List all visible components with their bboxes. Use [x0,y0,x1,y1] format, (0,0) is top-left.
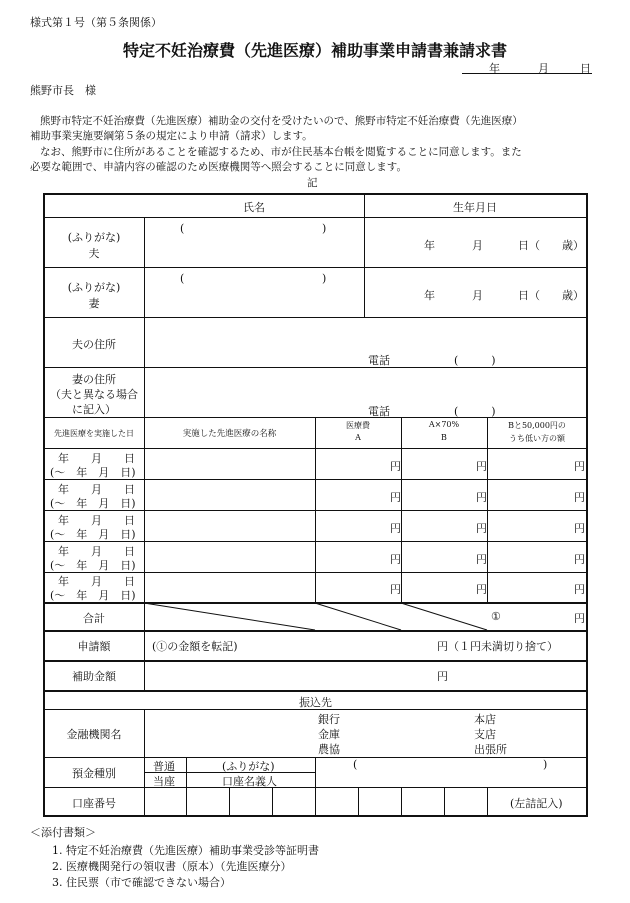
account-type-touza: 当座 [153,775,175,788]
transfer-header: 振込先 [299,696,332,709]
cost-b-yen: 円 [476,522,487,535]
holder-furigana-label: (ふりがな) [222,760,275,773]
apply-amount-label: 申請額 [77,640,111,653]
wife-birth-day-age: 日（ 歳） [518,289,584,302]
attachments-header: ＜添付書類＞ [30,826,96,839]
bank-label: 金融機関名 [66,728,122,741]
apply-amount-round: 円（１円未満切り捨て） [437,640,558,653]
wife-phone-label: 電話 [368,405,390,418]
subsidy-amount-yen: 円 [437,670,448,683]
col-birth-header: 生年月日 [453,201,497,214]
treat-date-from: 年 月 日 [58,514,135,527]
cost-a-header-1: 医療費 [346,421,370,430]
cost-c-yen: 円 [574,491,585,504]
holder-paren-open: ( [353,758,358,771]
treat-date-header: 先進医療を実施した日 [54,429,134,438]
cost-b-header-1: A×70% [428,420,460,429]
husband-phone-paren: ( ) [454,354,496,367]
total-circle-one: ① [491,610,501,623]
attachment-item: 2. 医療機関発行の領収書（原本）（先進医療分） [52,860,292,873]
wife-label: 妻 [88,297,100,310]
wife-address-label-3: に記入） [72,403,116,416]
col-name-header: 氏名 [243,201,265,214]
wife-furigana-paren-open: ( [180,272,185,285]
cost-c-header-2: うち低い方の額 [509,434,565,443]
attachment-item: 1. 特定不妊治療費（先進医療）補助事業受診等証明書 [52,844,319,857]
husband-furigana-paren-open: ( [180,222,185,235]
date-day: 日 [580,62,591,75]
branch-type-shuchosho: 出張所 [474,743,507,756]
treat-date-from: 年 月 日 [58,452,135,465]
page-title: 特定不妊治療費（先進医療）補助事業申請書兼請求書 [122,41,507,60]
ki-label: 記 [307,177,318,189]
wife-furigana-paren-close: ) [322,272,327,285]
cost-a-yen: 円 [390,460,401,473]
wife-address-label-2: （夫と異なる場合 [50,388,138,401]
cost-b-yen: 円 [476,553,487,566]
wife-birth-year: 年 [424,289,435,302]
husband-furigana-paren-close: ) [322,222,327,235]
para1-line1: 熊野市特定不妊治療費（先進医療）補助金の交付を受けたいので、熊野市特定不妊治療費（先進医療） [40,115,523,127]
branch-type-shiten: 支店 [474,728,496,741]
cost-b-yen: 円 [476,583,487,596]
husband-birth-year: 年 [424,239,435,252]
account-type-futsu: 普通 [153,760,175,773]
husband-furigana-label: (ふりがな) [67,231,121,244]
total-yen: 円 [574,612,585,625]
date-year: 年 [489,62,500,75]
cost-a-yen: 円 [390,583,401,596]
cost-c-yen: 円 [574,460,585,473]
para2-line1: なお、熊野市に住所があることを確認するため、市が住民基本台帳を閲覧することに同意します。また [40,146,522,158]
bank-type-nokyo: 農協 [318,743,340,756]
addressee: 熊野市長 様 [30,84,96,97]
cost-c-yen: 円 [574,522,585,535]
para2-line2: 必要な範囲で、申請内容の確認のため医療機関等へ照会することに同意します。 [30,161,407,173]
cost-a-yen: 円 [390,491,401,504]
husband-address-label: 夫の住所 [72,338,116,351]
wife-furigana-label: (ふりがな) [67,281,121,294]
wife-address-label-1: 妻の住所 [72,373,116,386]
treat-date-to: (〜 年 月 日) [50,497,136,510]
bank-type-ginko: 銀行 [318,713,340,726]
husband-birth-month: 月 [472,239,483,252]
account-type-label: 預金種別 [72,767,116,780]
cost-b-yen: 円 [476,460,487,473]
para1-line2: 補助事業実施要綱第５条の規定により申請（請求）します。 [30,130,313,142]
wife-phone-paren: ( ) [454,405,496,418]
account-number-label: 口座番号 [72,797,116,810]
subsidy-amount-label: 補助金額 [72,670,116,683]
treat-name-header: 実施した先進医療の名称 [182,429,277,439]
cost-c-header-1: Bと50,000円の [508,421,566,430]
husband-label: 夫 [88,247,100,260]
cost-b-header-2: B [441,433,447,442]
cost-a-header-2: A [355,433,361,442]
cost-a-yen: 円 [390,553,401,566]
cost-b-yen: 円 [476,491,487,504]
form-number: 様式第１号（第５条関係） [30,16,162,29]
cost-a-yen: 円 [390,522,401,535]
holder-paren-close: ) [543,758,548,771]
cost-c-yen: 円 [574,553,585,566]
husband-birth-day-age: 日（ 歳） [518,239,584,252]
treat-date-from: 年 月 日 [58,483,135,496]
treat-date-from: 年 月 日 [58,575,135,588]
attachment-item: 3. 住民票（市で確認できない場合） [52,876,231,889]
holder-name-label: 口座名義人 [222,775,277,788]
treat-date-to: (〜 年 月 日) [50,466,136,479]
cost-c-yen: 円 [574,583,585,596]
treat-date-from: 年 月 日 [58,545,135,558]
bank-type-kinko: 金庫 [318,728,340,741]
branch-type-honten: 本店 [474,713,496,726]
treat-date-to: (〜 年 月 日) [50,589,136,602]
wife-birth-month: 月 [472,289,483,302]
apply-amount-note: (①の金額を転記) [152,640,238,653]
husband-phone-label: 電話 [368,354,390,367]
left-align-note: (左詰記入) [510,797,563,810]
treat-date-to: (〜 年 月 日) [50,559,136,572]
total-label: 合計 [83,612,105,625]
date-month: 月 [538,62,549,75]
treat-date-to: (〜 年 月 日) [50,528,136,541]
